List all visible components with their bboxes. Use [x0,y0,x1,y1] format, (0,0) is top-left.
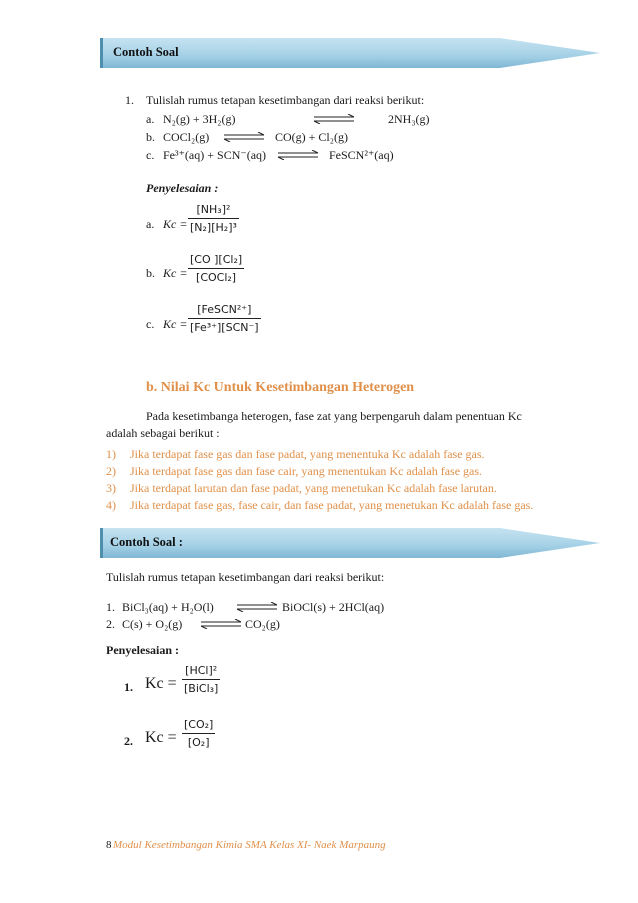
sol1c-numerator: [FeSCN²⁺] [197,303,252,316]
section-b-para-line1: Pada kesetimbanga heterogen, fase zat yang berpengaruh dalam penentuan Kc [146,409,522,423]
sol1c-label: c. [146,317,155,331]
sol2-1-numerator: [HCl]² [185,664,218,677]
sol1b-numerator: [CO ][Cl₂] [190,253,243,266]
q1a-rhs: 2NH₃(g) [388,112,430,126]
q1-number: 1. [125,93,134,107]
list-item-1-num: 1) [106,447,116,461]
list-item-4-text: Jika terdapat fase gas, fase cair, dan fase padat, yang menetukan Kc adalah fase gas. [130,498,534,512]
sol1b-kc: Kc = [163,266,188,280]
q1c-lhs: Fe³⁺(aq) + SCN⁻(aq) [163,148,267,162]
sol1a-label: a. [146,217,155,231]
list-item-3-num: 3) [106,481,116,495]
list-item-4-num: 4) [106,498,116,512]
sol2-1-denominator: [BiCl₃] [182,679,220,695]
q2-r2-lhs: C(s) + O₂(g) [122,617,183,631]
list-item-2-num: 2) [106,464,116,478]
q1b-lhs: COCl₂(g) [163,130,210,144]
q2-r2-rhs: CO₂(g) [245,617,280,631]
q1a-label: a. [146,112,155,126]
sol1c-kc: Kc = [163,317,188,331]
q1a-lhs: N₂(g) + 3H₂(g) [163,112,236,126]
banner-2-label: Contoh Soal : [110,535,183,549]
sol2-2-fraction [182,718,215,749]
sol1b-denominator: [COCl₂] [188,268,244,284]
q2-r1-lhs: BiCl₃(aq) + H₂O(l) [122,600,214,614]
q1b-rhs: CO(g) + Cl₂(g) [275,130,348,144]
sol1a-fraction [188,203,239,234]
equilibrium-arrow-icon [199,619,243,629]
equilibrium-arrow-icon [276,150,320,160]
equilibrium-arrow-icon [235,602,279,612]
equilibrium-arrow-icon [312,114,356,124]
sol1b-fraction [188,253,244,284]
list-item-1-text: Jika terdapat fase gas dan fase padat, yang menentuka Kc adalah fase gas. [130,447,485,461]
q1-intro: Tulislah rumus tetapan kesetimbangan dari reaksi berikut: [146,93,425,107]
q2-r2-label: 2. [106,617,115,631]
footer-text: Modul Kesetimbangan Kimia SMA Kelas XI- Naek Marpaung [113,839,386,851]
q2-r1-label: 1. [106,600,115,614]
solution-1-title: Penyelesaian : [146,181,219,195]
sol1c-denominator: [Fe³⁺][SCN⁻] [188,318,261,334]
sol2-1-kc: Kc = [145,675,177,692]
q2-intro: Tulislah rumus tetapan kesetimbangan dari reaksi berikut: [106,570,385,584]
list-item-3-text: Jika terdapat larutan dan fase padat, yang menetukan Kc adalah fase larutan. [130,481,497,495]
equilibrium-arrow-icon [222,132,266,142]
sol2-1-label: 1. [124,680,133,694]
section-b-heading: b. Nilai Kc Untuk Kesetimbangan Heterogen [146,380,415,395]
sol1c-fraction [188,303,261,334]
sol1a-numerator: [NH₃]² [196,203,231,216]
q1c-rhs: FeSCN²⁺(aq) [329,148,394,162]
sol2-2-numerator: [CO₂] [184,718,214,731]
sol2-2-denominator: [O₂] [182,733,215,749]
sol2-1-fraction [182,664,220,695]
banner-1-label: Contoh Soal [113,45,179,59]
section-b-para-line2: adalah sebagai berikut : [106,426,220,440]
sol2-2-label: 2. [124,734,133,748]
sol1a-denominator: [N₂][H₂]³ [188,218,239,234]
sol2-2-kc: Kc = [145,729,177,746]
list-item-2-text: Jika terdapat fase gas dan fase cair, yang menentukan Kc adalah fase gas. [130,464,483,478]
footer-page-number: 8 [106,839,112,851]
q1b-label: b. [146,130,155,144]
q1c-label: c. [146,148,155,162]
sol1a-kc: Kc = [163,217,188,231]
solution-2-title: Penyelesaian : [106,643,179,657]
q2-r1-rhs: BiOCl(s) + 2HCl(aq) [282,600,385,614]
sol1b-label: b. [146,266,155,280]
